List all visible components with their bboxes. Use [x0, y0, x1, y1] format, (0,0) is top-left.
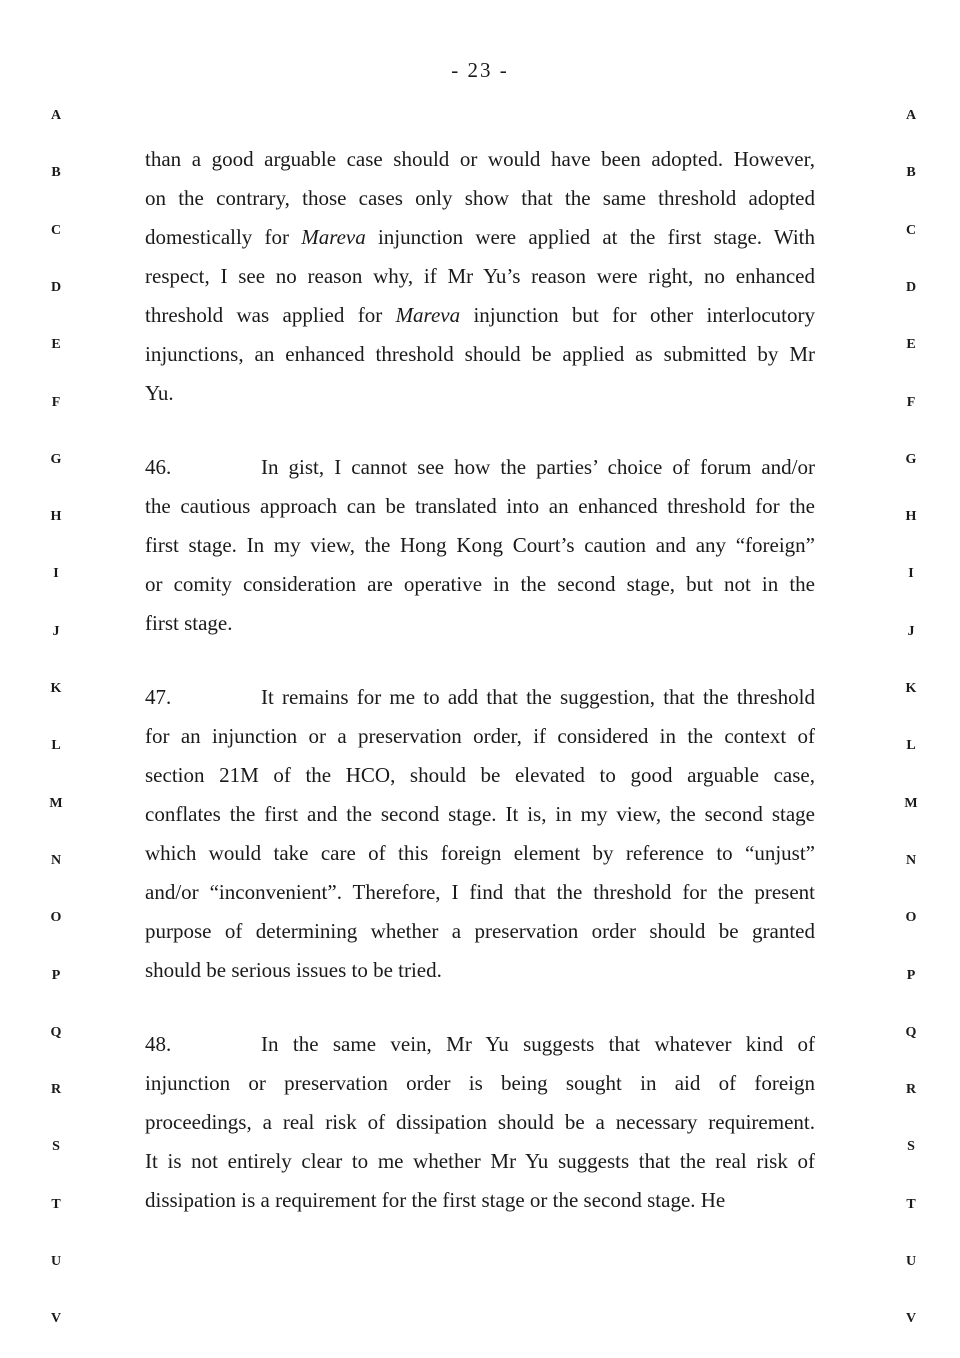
paragraph-46 [145, 448, 815, 643]
paragraph-48 [145, 1025, 815, 1220]
paragraph-number: 48. [145, 1032, 172, 1056]
margin-letter-left-m: M [49, 795, 63, 811]
text-segment: on the contrary, those cases only show that the same threshold adopted [145, 186, 815, 210]
text-line [145, 1181, 815, 1220]
margin-letter-left-h: H [50, 509, 62, 525]
text-segment: injunctions, an enhanced threshold should be applied as submitted by Mr [145, 342, 815, 366]
margin-letter-right-g: G [905, 451, 917, 467]
text-segment: injunction but for other interlocutory [460, 303, 815, 327]
text-segment: and/or “inconvenient”. Therefore, I find that the threshold for the present [145, 880, 815, 904]
margin-letter-right-p: P [906, 967, 916, 983]
margin-letter-right-f: F [906, 394, 916, 410]
margin-letter-right-t: T [906, 1196, 916, 1212]
text-segment: the cautious approach can be translated into an enhanced threshold for the [145, 494, 815, 518]
text-line [145, 795, 815, 834]
text-segment: respect, I see no reason why, if Mr Yu’s reason were right, no enhanced [145, 264, 815, 288]
text-segment: first stage. [145, 611, 233, 635]
margin-letter-left-r: R [50, 1082, 62, 1098]
text-line [145, 912, 815, 951]
margin-letter-right-u: U [905, 1254, 917, 1269]
margin-letter-right-q: Q [905, 1024, 917, 1040]
text-line [145, 257, 815, 296]
text-line [145, 873, 815, 912]
text-line [145, 1064, 815, 1103]
text-segment: proceedings, a real risk of dissipation should be a necessary requirement. [145, 1110, 815, 1134]
text-segment: domestically for [145, 225, 302, 249]
text-line [145, 218, 815, 257]
text-line [145, 1142, 815, 1181]
text-line [145, 487, 815, 526]
paragraph-number: 46. [145, 455, 172, 479]
margin-letter-left-t: T [51, 1196, 61, 1212]
margin-letter-right-j: J [907, 623, 915, 639]
text-line [145, 604, 815, 643]
text-line [145, 1103, 815, 1142]
margin-letter-right-c: C [905, 222, 917, 238]
margin-letter-left-g: G [50, 451, 62, 467]
case-name-italic: Mareva [395, 303, 461, 327]
margin-letter-right-h: H [905, 509, 917, 525]
margin-letter-right-r: R [905, 1082, 917, 1098]
text-line [145, 834, 815, 873]
paragraph-continued [145, 140, 815, 413]
margin-letter-left-c: C [50, 222, 62, 238]
margin-letter-right-a: A [905, 108, 917, 123]
margin-letter-left-s: S [52, 1139, 60, 1155]
text-line [145, 565, 815, 604]
margin-letter-left-l: L [51, 738, 61, 754]
text-segment: injunction or preservation order is being sought in aid of foreign [145, 1071, 815, 1095]
margin-letter-right-e: E [906, 337, 916, 353]
margin-letter-right-b: B [906, 165, 916, 181]
text-line [145, 717, 815, 756]
margin-letter-left-b: B [51, 165, 61, 181]
text-segment: first stage. In my view, the Hong Kong Court’s caution and any “foreign” [145, 533, 815, 557]
text-line [145, 296, 815, 335]
text-line [145, 448, 815, 487]
margin-letter-left-a: A [50, 108, 62, 123]
text-line [145, 526, 815, 565]
margin-letter-right-v: V [905, 1311, 917, 1327]
text-segment: which would take care of this foreign element by reference to “unjust” [145, 841, 815, 865]
margin-letter-right-k: K [905, 681, 917, 696]
text-segment: In gist, I cannot see how the parties’ choice of forum and/or [261, 455, 815, 479]
text-line [145, 374, 815, 413]
text-line [145, 756, 815, 795]
text-segment: purpose of determining whether a preservation order should be granted [145, 919, 815, 943]
margin-letter-left-u: U [50, 1254, 62, 1269]
margin-letter-left-e: E [51, 337, 61, 353]
paragraph-number: 47. [145, 685, 172, 709]
text-segment: dissipation is a requirement for the first stage or the second stage. He [145, 1188, 726, 1212]
text-segment: conflates the first and the second stage. It is, in my view, the second stage [145, 802, 815, 826]
text-segment: for an injunction or a preservation order, if considered in the context of [145, 724, 815, 748]
margin-letter-right-n: N [905, 852, 917, 868]
text-segment: Yu. [145, 381, 174, 405]
text-segment: should be serious issues to be tried. [145, 958, 442, 982]
margin-letter-left-v: V [50, 1311, 62, 1327]
judgment-body [145, 140, 815, 1255]
text-segment: It remains for me to add that the suggestion, that the threshold [261, 685, 815, 709]
margin-letter-left-f: F [51, 394, 61, 410]
margin-letter-left-k: K [50, 681, 62, 696]
text-segment: It is not entirely clear to me whether Mr Yu suggests that the real risk of [145, 1149, 815, 1173]
text-segment: or comity consideration are operative in the second stage, but not in the [145, 572, 815, 596]
margin-letter-right-m: M [904, 795, 918, 811]
margin-letter-left-p: P [51, 967, 61, 983]
text-segment: threshold was applied for [145, 303, 396, 327]
text-segment: injunction were applied at the first stage. With [365, 225, 816, 249]
margin-letter-right-i: I [908, 566, 914, 582]
margin-letter-left-q: Q [50, 1024, 62, 1040]
text-line [145, 335, 815, 374]
margin-letter-left-n: N [50, 852, 62, 868]
text-line [145, 951, 815, 990]
margin-letter-left-o: O [50, 910, 62, 926]
text-line [145, 140, 815, 179]
margin-letter-left-d: D [50, 279, 62, 295]
text-segment: In the same vein, Mr Yu suggests that whatever kind of [261, 1032, 815, 1056]
text-segment: than a good arguable case should or would have been adopted. However, [145, 147, 815, 171]
margin-letter-left-i: I [53, 566, 59, 582]
page-number: - 23 - [451, 58, 509, 82]
text-line [145, 1025, 815, 1064]
margin-letter-right-l: L [906, 738, 916, 754]
case-name-italic: Mareva [301, 225, 366, 249]
paragraph-47 [145, 678, 815, 990]
text-line [145, 678, 815, 717]
text-segment: section 21M of the HCO, should be elevated to good arguable case, [145, 763, 815, 787]
margin-letter-right-o: O [905, 910, 917, 926]
margin-letter-right-d: D [905, 279, 917, 295]
text-line [145, 179, 815, 218]
margin-letter-left-j: J [52, 623, 60, 639]
margin-letter-right-s: S [907, 1139, 915, 1155]
